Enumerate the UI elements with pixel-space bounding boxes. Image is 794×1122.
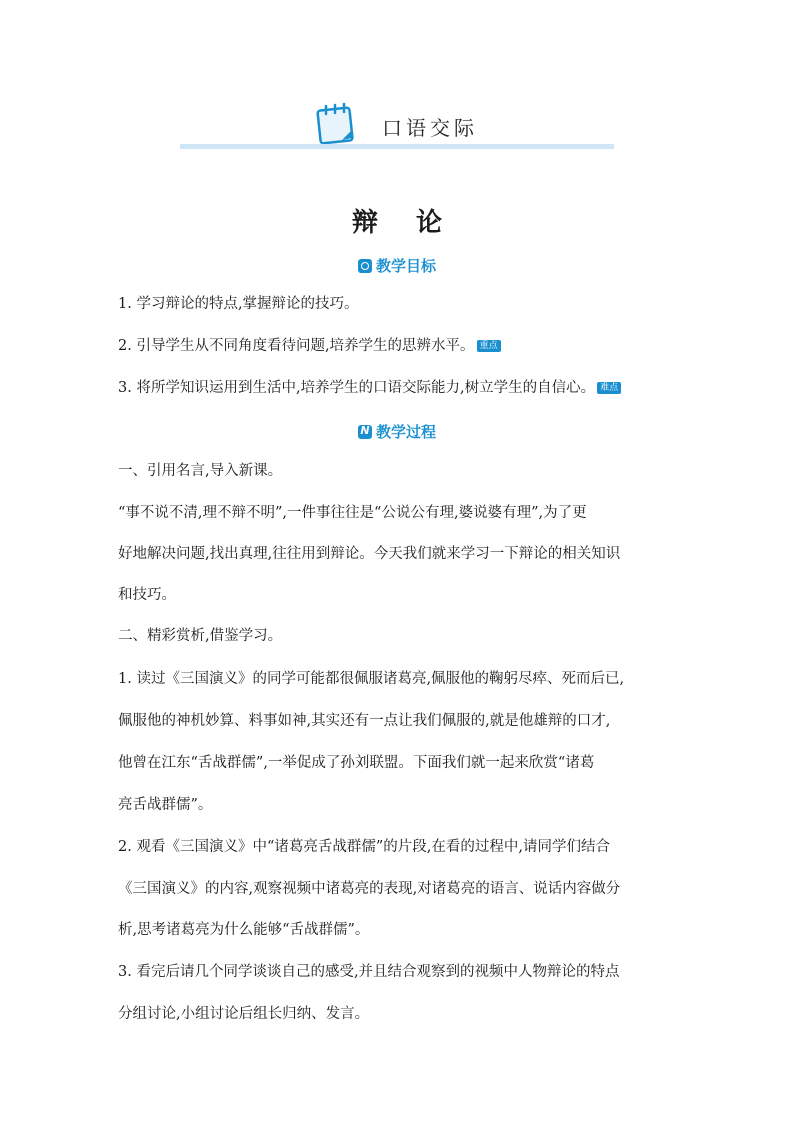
goal-text: 2. 引导学生从不同角度看待问题,培养学生的思辨水平。 (118, 338, 475, 354)
paragraph-line: 1. 读过《三国演义》的同学可能都很佩服诸葛亮,佩服他的鞠躬尽瘁、死而后已, (118, 671, 625, 687)
section-process-label: 教学过程 (375, 423, 436, 441)
section-goals-label: 教学目标 (375, 257, 436, 275)
paragraph-line: “事不说不清,理不辩不明”,一件事往往是“公说公有理,婆说婆有理”,为了更 (118, 505, 587, 521)
part2-heading: 二、精彩赏析,借鉴学习。 (118, 628, 283, 644)
goal-text: 1. 学习辩论的特点,掌握辩论的技巧。 (118, 296, 359, 312)
banner-title: 口语交际 (382, 116, 478, 140)
goal-text: 3. 将所学知识运用到生活中,培养学生的口语交际能力,树立学生的自信心。 (118, 380, 596, 396)
paragraph-line: 分组讨论,小组讨论后组长归纳、发言。 (118, 1006, 370, 1022)
paragraph-line: 3. 看完后请几个同学谈谈自己的感受,并且结合观察到的视频中人物辩论的特点 (118, 964, 620, 980)
paragraph-line: 他曾在江东“舌战群儒”,一举促成了孙刘联盟。下面我们就一起来欣赏“诸葛 (118, 755, 595, 771)
paragraph-line: 好地解决问题,找出真理,往往用到辩论。今天我们就来学习一下辩论的相关知识 (118, 546, 621, 562)
key-point-badge: 重点 (477, 340, 501, 352)
section-banner (180, 100, 614, 152)
banner-rule (180, 144, 614, 149)
paragraph-line: 2. 观看《三国演义》中“诸葛亮舌战群儒”的片段,在看的过程中,请同学们结合 (118, 839, 610, 855)
paragraph-line: 和技巧。 (118, 587, 176, 603)
goal-item-3 (118, 378, 678, 398)
goal-item-1 (118, 294, 678, 314)
page-title: 辩论 (351, 208, 480, 238)
target-icon (358, 259, 372, 273)
paragraph-line: 析,思考诸葛亮为什么能够“舌战群儒”。 (118, 922, 370, 938)
paragraph-line: 佩服他的神机妙算、料事如神,其实还有一点让我们佩服的,就是他雄辩的口才, (118, 713, 611, 729)
section-goals-heading (0, 255, 794, 276)
notebook-icon (314, 102, 358, 146)
goal-item-2 (118, 336, 678, 356)
section-process-heading (0, 421, 794, 442)
paragraph-line: 亮舌战群儒”。 (118, 797, 213, 813)
difficulty-badge: 难点 (597, 382, 621, 394)
part1-heading: 一、引用名言,导入新课。 (118, 463, 283, 479)
paragraph-line: 《三国演义》的内容,观察视频中诸葛亮的表现,对诸葛亮的语言、说话内容做分 (118, 881, 621, 897)
process-icon (358, 425, 372, 439)
